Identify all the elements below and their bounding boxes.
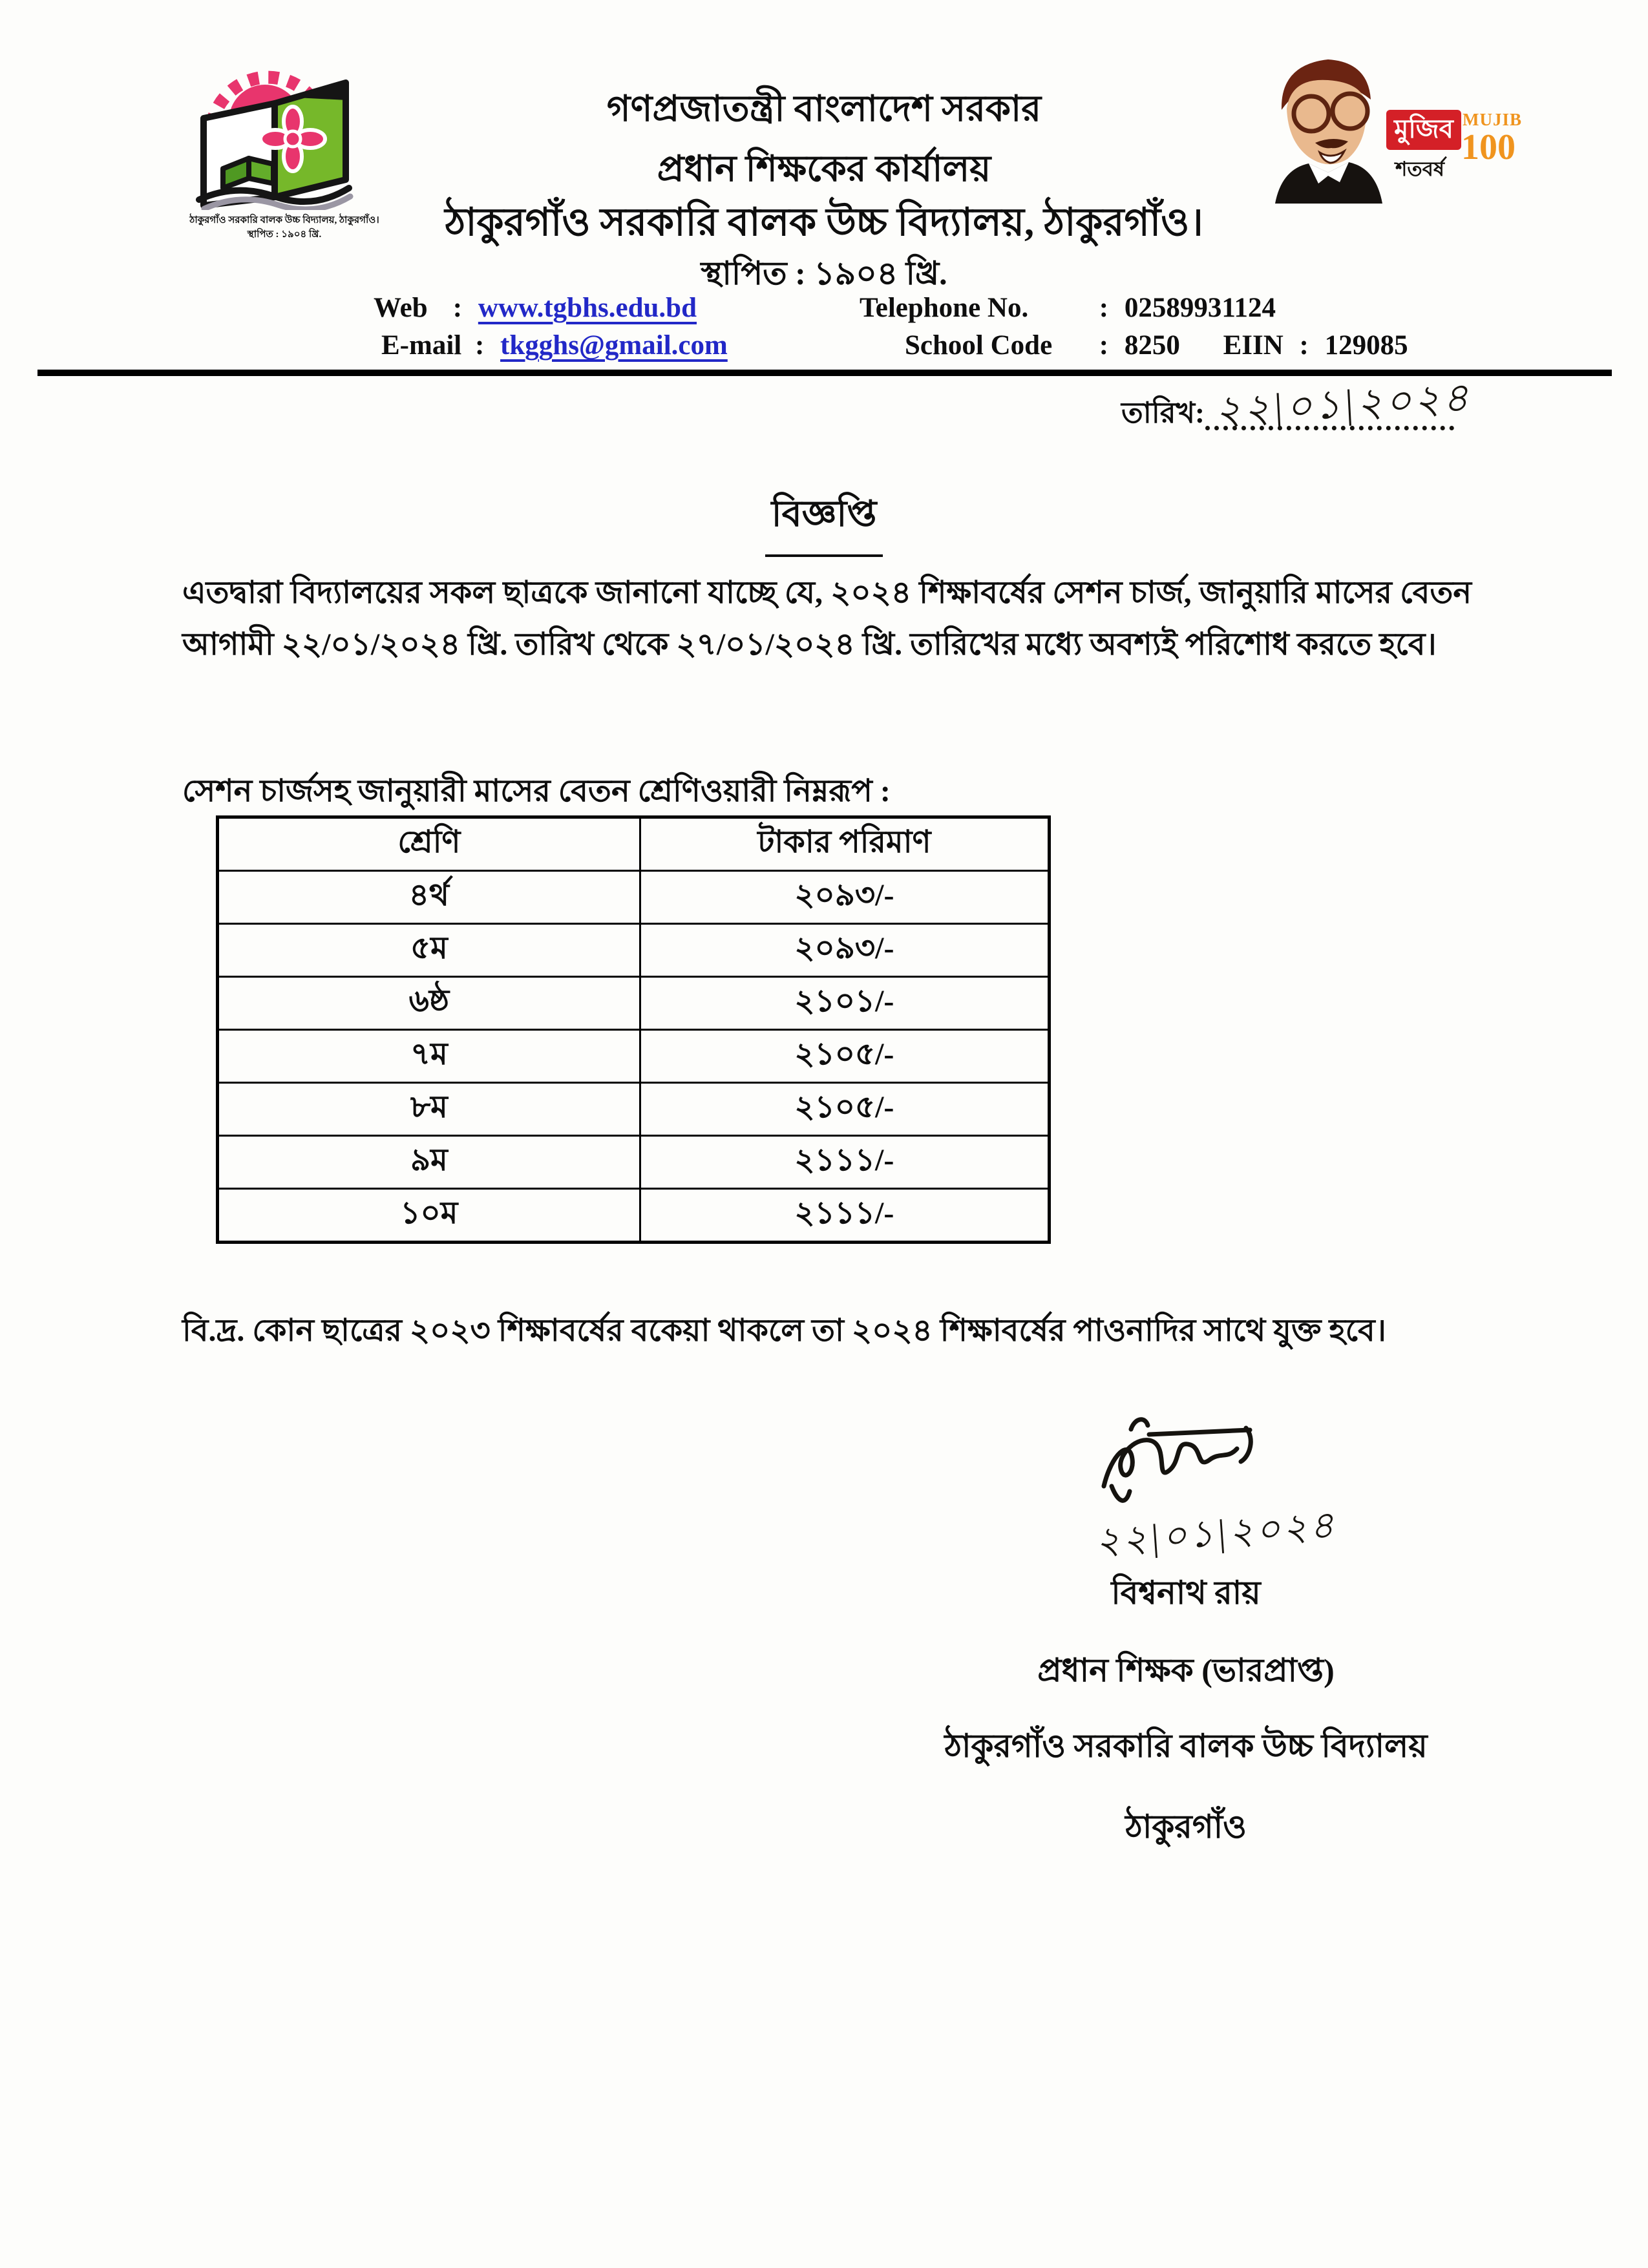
school-logo-caption-2: স্থাপিত : ১৯০৪ খ্রি. [247, 229, 322, 240]
phone-label: Telephone No. [860, 293, 1029, 323]
fee-table [216, 815, 1051, 1244]
contact-phone-row [860, 292, 1276, 324]
mujib-logo-text-en: MUJIB [1463, 110, 1522, 129]
amount-cell: ২০৯৩/- [640, 871, 1049, 924]
date-label: তারিখ: [1121, 397, 1205, 429]
class-cell: ৫ম [218, 924, 640, 977]
amount-cell: ২১০১/- [640, 977, 1049, 1030]
table-row [218, 1030, 1050, 1083]
signatory-name: বিশ্বনাথ রায় [1111, 1575, 1261, 1611]
letterhead-office-line: প্রধান শিক্ষকের কার্যালয় [657, 149, 991, 189]
handwritten-date: ২২|০১|২০২৪ [1214, 375, 1472, 434]
mujib-logo-shotoborsho: শতবর্ষ [1395, 158, 1444, 180]
phone-separator: : [1099, 293, 1109, 323]
eiin-value: 129085 [1324, 330, 1408, 361]
mujib-logo-text-bn: মুজিব [1386, 110, 1461, 150]
signatory-designation: প্রধান শিক্ষক (ভারপ্রাপ্ত) [1037, 1652, 1335, 1688]
fee-table-header-row [218, 817, 1050, 871]
letterhead-school-line: ঠাকুরগাঁও সরকারি বালক উচ্চ বিদ্যালয়, ঠাকুরগাঁও। [445, 201, 1203, 244]
school-code-separator: : [1099, 330, 1109, 361]
email-separator: : [474, 330, 485, 361]
fee-table-header-class: শ্রেণি [218, 817, 640, 871]
class-cell: ১০ম [218, 1189, 640, 1243]
web-label: Web [374, 293, 428, 323]
table-row [218, 871, 1050, 924]
letterhead-established-line: স্থাপিত : ১৯০৪ খ্রি. [701, 255, 947, 291]
phone-value: 02589931124 [1124, 293, 1276, 323]
email-label: E-mail [381, 330, 462, 361]
table-row [218, 977, 1050, 1030]
contact-web-row [374, 292, 697, 324]
contact-email-row [381, 330, 728, 361]
school-logo-caption-1: ঠাকুরগাঁও সরকারি বালক উচ্চ বিদ্যালয়, ঠাকুরগাঁও। [189, 215, 379, 226]
signatory-place: ঠাকুরগাঁও [1125, 1809, 1247, 1845]
eiin-separator: : [1299, 330, 1309, 361]
amount-cell: ২১১১/- [640, 1136, 1049, 1189]
fee-table-intro: সেশন চার্জসহ জানুয়ারী মাসের বেতন শ্রেণিওয়ারী নিম্নরূপ : [182, 774, 891, 808]
signatory-organization: ঠাকুরগাঁও সরকারি বালক উচ্চ বিদ্যালয় [944, 1728, 1428, 1764]
class-cell: ৪র্থ [218, 871, 640, 924]
class-cell: ৮ম [218, 1083, 640, 1136]
mujib-logo-100: 100 [1461, 127, 1516, 167]
eiin-label: EIIN [1223, 330, 1284, 361]
class-cell: ৭ম [218, 1030, 640, 1083]
letterhead-govt-line: গণপ্রজাতন্ত্রী বাংলাদেশ সরকার [606, 89, 1042, 129]
table-row [218, 924, 1050, 977]
signature-date: ২২|০১|২০২৪ [1093, 1504, 1338, 1562]
table-row [218, 1083, 1050, 1136]
notice-note: বি.দ্র. কোন ছাত্রের ২০২৩ শিক্ষাবর্ষের বকেয়া থাকলে তা ২০২৪ শিক্ষাবর্ষের পাওনাদির সাথে যুক্ত হবে। [182, 1314, 1386, 1348]
date-dotted-line [1205, 388, 1454, 430]
amount-cell: ২১১১/- [640, 1189, 1049, 1243]
notice-title-wrap [0, 486, 1648, 557]
school-code-label: School Code [905, 330, 1053, 361]
contact-code-row [905, 330, 1408, 361]
table-row [218, 1136, 1050, 1189]
fee-table-header-amount: টাকার পরিমাণ [640, 817, 1049, 871]
school-code-value: 8250 [1124, 330, 1180, 361]
amount-cell: ২১০৫/- [640, 1030, 1049, 1083]
table-row [218, 1189, 1050, 1243]
web-link[interactable]: www.tgbhs.edu.bd [478, 293, 697, 323]
amount-cell: ২১০৫/- [640, 1083, 1049, 1136]
web-separator: : [452, 293, 463, 323]
class-cell: ৯ম [218, 1136, 640, 1189]
class-cell: ৬ষ্ঠ [218, 977, 640, 1030]
notice-title: বিজ্ঞপ্তি [765, 486, 883, 557]
email-link[interactable]: tkgghs@gmail.com [500, 330, 728, 361]
amount-cell: ২০৯৩/- [640, 924, 1049, 977]
notice-body: এতদ্বারা বিদ্যালয়ের সকল ছাত্রকে জানানো যাচ্ছে যে, ২০২৪ শিক্ষাবর্ষের সেশন চার্জ, জানুয়ারি মাসের বেতন আগামী ২২/০১/২০২৪ খ্রি. তারিখ থেকে ২৭/০১/২০২৪ খ্রি. তারিখের মধ্যে অবশ্যই পরিশোধ করতে হবে। [182, 576, 1472, 662]
